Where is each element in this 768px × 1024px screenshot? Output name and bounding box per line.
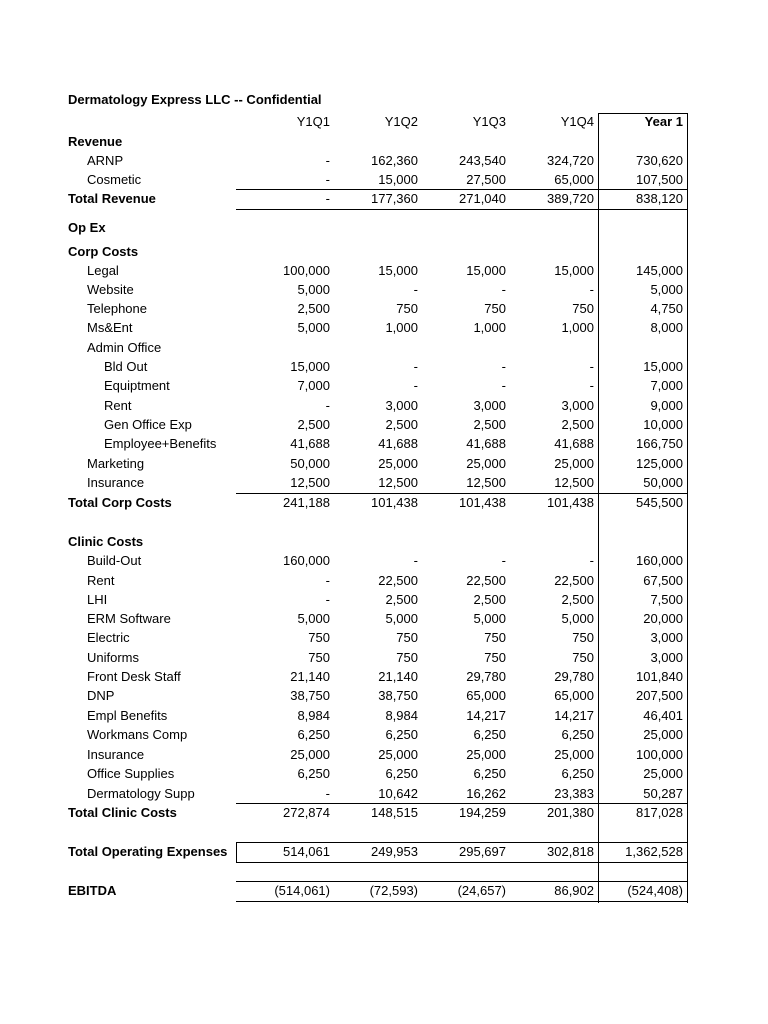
cell-y1q3: 271,040 — [459, 191, 506, 206]
cell-year-1: 101,840 — [636, 669, 683, 684]
cell-year-1: 67,500 — [643, 573, 683, 588]
row-label: Employee+Benefits — [104, 436, 217, 451]
cell-y1q2: 177,360 — [371, 191, 418, 206]
row-office-supplies — [0, 764, 768, 783]
cell-y1q2: 148,515 — [371, 805, 418, 820]
cell-y1q4: 23,383 — [554, 786, 594, 801]
row-workmans-comp — [0, 725, 768, 744]
cell-y1q1: 7,000 — [297, 378, 330, 393]
row-label: Office Supplies — [87, 766, 175, 781]
row-front-desk-staff — [0, 667, 768, 686]
cell-y1q3: 41,688 — [466, 436, 506, 451]
cell-y1q1: 41,688 — [290, 436, 330, 451]
cell-y1q4: 65,000 — [554, 688, 594, 703]
row-legal — [0, 261, 768, 280]
row-label: Gen Office Exp — [104, 417, 192, 432]
cell-y1q4: 2,500 — [561, 417, 594, 432]
row-total-revenue — [0, 189, 768, 208]
cell-y1q4: 29,780 — [554, 669, 594, 684]
cell-y1q1: 8,984 — [297, 708, 330, 723]
cell-y1q4: 750 — [572, 301, 594, 316]
cell-y1q2: 6,250 — [385, 766, 418, 781]
row-cosmetic — [0, 170, 768, 189]
row-label: Corp Costs — [68, 244, 139, 259]
cell-y1q3: 194,259 — [459, 805, 506, 820]
cell-y1q2: 2,500 — [385, 592, 418, 607]
cell-y1q2: 15,000 — [378, 172, 418, 187]
row-label: Equiptment — [104, 378, 170, 393]
cell-y1q3: 25,000 — [466, 747, 506, 762]
cell-y1q1: 2,500 — [297, 417, 330, 432]
cell-y1q1: - — [325, 191, 330, 206]
cell-y1q2: 41,688 — [378, 436, 418, 451]
cell-y1q3: 2,500 — [473, 417, 506, 432]
row-label: ARNP — [87, 153, 124, 168]
row-label: DNP — [87, 688, 115, 703]
column-header-total: Year 1 — [644, 114, 683, 129]
row-uniforms — [0, 648, 768, 667]
year-column-top-border — [598, 113, 688, 114]
cell-y1q2: 21,140 — [378, 669, 418, 684]
cell-y1q1: 15,000 — [290, 359, 330, 374]
row-label: Cosmetic — [87, 172, 142, 187]
cell-y1q2: 38,750 — [378, 688, 418, 703]
row-op-ex — [0, 218, 768, 237]
cell-y1q1: 21,140 — [290, 669, 330, 684]
cell-year-1: (524,408) — [627, 883, 683, 898]
row-lhi — [0, 590, 768, 609]
cell-y1q1: 2,500 — [297, 301, 330, 316]
column-header: Y1Q2 — [384, 114, 418, 129]
cell-y1q3: 750 — [484, 630, 506, 645]
cell-year-1: 100,000 — [636, 747, 683, 762]
row-equiptment — [0, 376, 768, 395]
cell-y1q3: 1,000 — [473, 320, 506, 335]
row-label: Op Ex — [68, 220, 106, 235]
cell-y1q1: 5,000 — [297, 282, 330, 297]
row-rent — [0, 396, 768, 415]
row-build-out — [0, 551, 768, 570]
cell-y1q2: 6,250 — [385, 727, 418, 742]
row-admin-office — [0, 338, 768, 357]
cell-year-1: 107,500 — [636, 172, 683, 187]
row-label: Revenue — [68, 134, 123, 149]
cell-y1q3: 27,500 — [466, 172, 506, 187]
cell-y1q4: 15,000 — [554, 263, 594, 278]
cell-year-1: 145,000 — [636, 263, 683, 278]
cell-y1q3: 6,250 — [473, 766, 506, 781]
cell-y1q4: 324,720 — [547, 153, 594, 168]
cell-y1q4: 101,438 — [547, 495, 594, 510]
cell-y1q1: - — [325, 153, 330, 168]
cell-y1q3: 2,500 — [473, 592, 506, 607]
cell-y1q2: 2,500 — [385, 417, 418, 432]
row-label: LHI — [87, 592, 108, 607]
cell-year-1: 5,000 — [650, 282, 683, 297]
row-total-operating-expenses — [0, 842, 768, 861]
cell-y1q2: 3,000 — [385, 398, 418, 413]
total-revenue-bottom-rule — [236, 209, 688, 210]
cell-year-1: 9,000 — [650, 398, 683, 413]
cell-y1q1: 750 — [308, 630, 330, 645]
row-empl-benefits — [0, 706, 768, 725]
row-marketing — [0, 454, 768, 473]
cell-y1q4: - — [589, 553, 594, 568]
total-opex-left-rule — [236, 842, 237, 863]
row-label: Front Desk Staff — [87, 669, 181, 684]
cell-y1q2: 22,500 — [378, 573, 418, 588]
row-employee-benefits — [0, 434, 768, 453]
total-revenue-top-rule — [236, 189, 688, 190]
cell-y1q2: 10,642 — [378, 786, 418, 801]
cell-year-1: 1,362,528 — [625, 844, 683, 859]
cell-y1q4: 22,500 — [554, 573, 594, 588]
row-rent — [0, 571, 768, 590]
cell-y1q2: 249,953 — [371, 844, 418, 859]
row-website — [0, 280, 768, 299]
cell-y1q4: 2,500 — [561, 592, 594, 607]
cell-y1q4: 1,000 — [561, 320, 594, 335]
row-label: Rent — [104, 398, 132, 413]
cell-y1q2: - — [413, 378, 418, 393]
cell-y1q4: 5,000 — [561, 611, 594, 626]
cell-y1q4: 750 — [572, 630, 594, 645]
cell-y1q3: 295,697 — [459, 844, 506, 859]
cell-y1q1: 241,188 — [283, 495, 330, 510]
cell-y1q2: 5,000 — [385, 611, 418, 626]
cell-y1q4: 3,000 — [561, 398, 594, 413]
total-corp-costs-rule — [236, 493, 688, 494]
cell-y1q2: 1,000 — [385, 320, 418, 335]
cell-y1q3: 5,000 — [473, 611, 506, 626]
column-header: Y1Q3 — [472, 114, 506, 129]
row-dnp — [0, 686, 768, 705]
cell-y1q4: 86,902 — [554, 883, 594, 898]
cell-year-1: 50,287 — [643, 786, 683, 801]
column-header-row — [0, 112, 768, 131]
row-label: Legal — [87, 263, 119, 278]
cell-y1q2: - — [413, 359, 418, 374]
cell-year-1: 25,000 — [643, 766, 683, 781]
cell-year-1: 8,000 — [650, 320, 683, 335]
cell-y1q1: 25,000 — [290, 747, 330, 762]
cell-y1q2: 101,438 — [371, 495, 418, 510]
cell-y1q1: 5,000 — [297, 611, 330, 626]
cell-y1q3: - — [501, 553, 506, 568]
cell-y1q3: 29,780 — [466, 669, 506, 684]
cell-y1q3: 750 — [484, 301, 506, 316]
row-label: Total Clinic Costs — [68, 805, 177, 820]
cell-y1q3: 14,217 — [466, 708, 506, 723]
row-electric — [0, 628, 768, 647]
cell-y1q2: 12,500 — [378, 475, 418, 490]
cell-year-1: 25,000 — [643, 727, 683, 742]
cell-year-1: 166,750 — [636, 436, 683, 451]
cell-y1q4: 41,688 — [554, 436, 594, 451]
row-total-corp-costs — [0, 493, 768, 512]
cell-y1q2: 15,000 — [378, 263, 418, 278]
cell-y1q1: - — [325, 786, 330, 801]
ebitda-top-rule — [236, 881, 688, 882]
cell-y1q2: 25,000 — [378, 456, 418, 471]
cell-y1q3: 22,500 — [466, 573, 506, 588]
cell-y1q4: 25,000 — [554, 456, 594, 471]
row-label: Ms&Ent — [87, 320, 133, 335]
cell-y1q2: 162,360 — [371, 153, 418, 168]
cell-y1q3: 243,540 — [459, 153, 506, 168]
cell-y1q3: 3,000 — [473, 398, 506, 413]
row-label: Clinic Costs — [68, 534, 144, 549]
cell-y1q2: 8,984 — [385, 708, 418, 723]
row-insurance — [0, 745, 768, 764]
cell-year-1: 7,500 — [650, 592, 683, 607]
row-corp-costs — [0, 242, 768, 261]
cell-y1q3: 101,438 — [459, 495, 506, 510]
row-label: Build-Out — [87, 553, 142, 568]
cell-y1q2: 25,000 — [378, 747, 418, 762]
row-label: Workmans Comp — [87, 727, 188, 742]
cell-year-1: 817,028 — [636, 805, 683, 820]
cell-y1q3: (24,657) — [457, 883, 506, 898]
cell-y1q1: (514,061) — [274, 883, 330, 898]
cell-year-1: 20,000 — [643, 611, 683, 626]
cell-year-1: 3,000 — [650, 630, 683, 645]
cell-y1q1: 38,750 — [290, 688, 330, 703]
cell-year-1: 730,620 — [636, 153, 683, 168]
cell-y1q2: - — [413, 282, 418, 297]
row-insurance — [0, 473, 768, 492]
cell-y1q4: 14,217 — [554, 708, 594, 723]
cell-y1q2: 750 — [396, 650, 418, 665]
row-gen-office-exp — [0, 415, 768, 434]
cell-y1q2: (72,593) — [369, 883, 418, 898]
cell-y1q1: 272,874 — [283, 805, 330, 820]
row-ms-ent — [0, 318, 768, 337]
cell-year-1: 4,750 — [650, 301, 683, 316]
cell-y1q3: 12,500 — [466, 475, 506, 490]
cell-y1q1: - — [325, 172, 330, 187]
cell-y1q3: 750 — [484, 650, 506, 665]
cell-year-1: 3,000 — [650, 650, 683, 665]
row-label: Total Corp Costs — [68, 495, 172, 510]
total-opex-top-rule — [236, 842, 688, 843]
cell-year-1: 545,500 — [636, 495, 683, 510]
cell-y1q3: 65,000 — [466, 688, 506, 703]
year-column-right-border — [687, 113, 688, 903]
row-total-clinic-costs — [0, 803, 768, 822]
row-label: Admin Office — [87, 340, 162, 355]
cell-y1q1: 100,000 — [283, 263, 330, 278]
cell-y1q1: 160,000 — [283, 553, 330, 568]
cell-y1q1: - — [325, 592, 330, 607]
cell-y1q3: 25,000 — [466, 456, 506, 471]
year-column-left-border — [598, 113, 599, 903]
cell-year-1: 160,000 — [636, 553, 683, 568]
cell-y1q4: 6,250 — [561, 766, 594, 781]
cell-y1q1: 750 — [308, 650, 330, 665]
row-bld-out — [0, 357, 768, 376]
cell-y1q3: - — [501, 282, 506, 297]
cell-y1q4: 25,000 — [554, 747, 594, 762]
cell-y1q4: 65,000 — [554, 172, 594, 187]
cell-y1q3: - — [501, 378, 506, 393]
row-label: Bld Out — [104, 359, 148, 374]
total-clinic-costs-rule — [236, 803, 688, 804]
cell-y1q4: 389,720 — [547, 191, 594, 206]
cell-year-1: 125,000 — [636, 456, 683, 471]
cell-year-1: 50,000 — [643, 475, 683, 490]
cell-y1q1: 6,250 — [297, 766, 330, 781]
row-label: EBITDA — [68, 883, 117, 898]
cell-y1q4: - — [589, 359, 594, 374]
cell-y1q1: 514,061 — [283, 844, 330, 859]
cell-year-1: 46,401 — [643, 708, 683, 723]
cell-y1q1: - — [325, 573, 330, 588]
total-opex-bottom-rule — [236, 862, 688, 863]
cell-y1q1: 5,000 — [297, 320, 330, 335]
row-erm-software — [0, 609, 768, 628]
cell-y1q4: - — [589, 282, 594, 297]
cell-year-1: 15,000 — [643, 359, 683, 374]
row-clinic-costs — [0, 532, 768, 551]
sheet-title: Dermatology Express LLC -- Confidential — [68, 92, 322, 107]
cell-y1q4: - — [589, 378, 594, 393]
cell-y1q2: 750 — [396, 630, 418, 645]
row-label: Insurance — [87, 475, 145, 490]
cell-y1q1: 6,250 — [297, 727, 330, 742]
row-label: Marketing — [87, 456, 145, 471]
row-label: Total Revenue — [68, 191, 156, 206]
cell-year-1: 207,500 — [636, 688, 683, 703]
row-dermatology-supp — [0, 784, 768, 803]
cell-y1q4: 6,250 — [561, 727, 594, 742]
row-label: Empl Benefits — [87, 708, 168, 723]
ebitda-bottom-rule — [236, 901, 688, 902]
row-revenue — [0, 132, 768, 151]
cell-y1q4: 201,380 — [547, 805, 594, 820]
row-label: Dermatology Supp — [87, 786, 195, 801]
cell-y1q3: 6,250 — [473, 727, 506, 742]
row-label: Telephone — [87, 301, 147, 316]
cell-y1q3: 15,000 — [466, 263, 506, 278]
cell-y1q4: 750 — [572, 650, 594, 665]
row-label: Rent — [87, 573, 115, 588]
cell-y1q4: 302,818 — [547, 844, 594, 859]
cell-y1q2: 750 — [396, 301, 418, 316]
row-arnp — [0, 151, 768, 170]
cell-y1q3: 16,262 — [466, 786, 506, 801]
column-header: Y1Q4 — [560, 114, 594, 129]
cell-year-1: 7,000 — [650, 378, 683, 393]
row-ebitda — [0, 881, 768, 900]
row-label: Insurance — [87, 747, 145, 762]
cell-year-1: 10,000 — [643, 417, 683, 432]
row-label: Website — [87, 282, 134, 297]
cell-y1q2: - — [413, 553, 418, 568]
row-label: Total Operating Expenses — [68, 844, 228, 859]
cell-y1q1: - — [325, 398, 330, 413]
row-telephone — [0, 299, 768, 318]
cell-y1q1: 50,000 — [290, 456, 330, 471]
cell-year-1: 838,120 — [636, 191, 683, 206]
row-label: Uniforms — [87, 650, 140, 665]
cell-y1q1: 12,500 — [290, 475, 330, 490]
row-label: ERM Software — [87, 611, 171, 626]
column-header: Y1Q1 — [296, 114, 330, 129]
cell-y1q4: 12,500 — [554, 475, 594, 490]
cell-y1q3: - — [501, 359, 506, 374]
row-label: Electric — [87, 630, 130, 645]
